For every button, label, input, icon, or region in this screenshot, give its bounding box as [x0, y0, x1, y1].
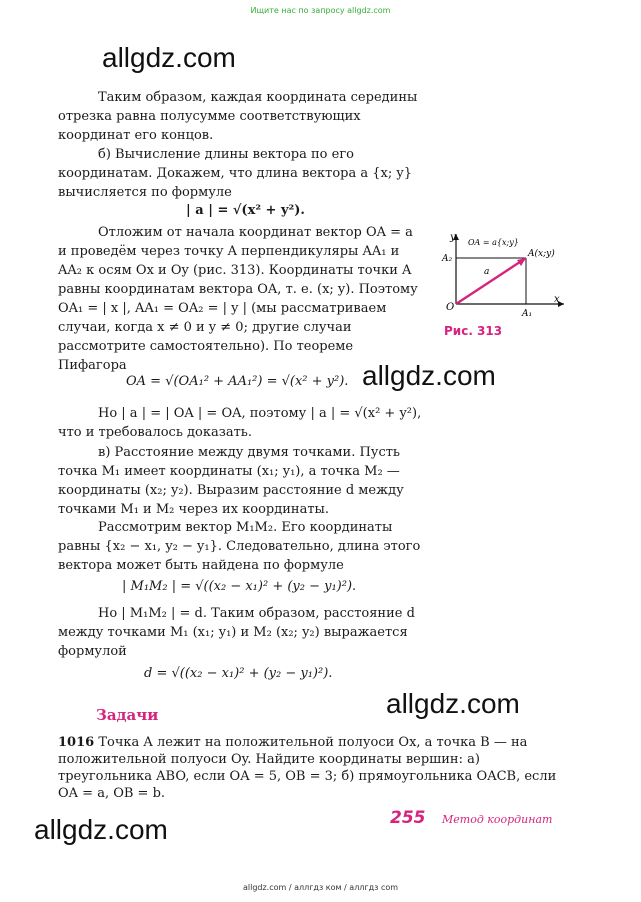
formula-m1m2-length: | M₁M₂ | = √((x₂ − x₁)² + (y₂ − y₁)²). [122, 579, 357, 594]
paragraph-distance-conclusion: Но | M₁M₂ | = d. Таким образом, расстояние d между точками M₁ (x₁; y₁) и M₂ (x₂; y₂) выражается формулой [58, 606, 415, 659]
watermark: allgdz.com [34, 814, 168, 845]
watermark: allgdz.com [362, 360, 496, 391]
vector-coordinates-label: OA = a{x;y} [468, 238, 519, 247]
a1-label: A₁ [522, 309, 533, 319]
formula-vector-length: | a | = √(x² + y²). [186, 203, 305, 218]
formula-distance: d = √((x₂ − x₁)² + (y₂ − y₁)²). [144, 666, 333, 681]
page-number: 255 [390, 808, 426, 828]
paragraph-vector-length-intro: б) Вычисление длины вектора по его координатам. Докажем, что длина вектора a {x; y} вычисляется по формуле [58, 147, 412, 200]
watermark: allgdz.com [386, 688, 520, 719]
x-label: x [554, 294, 560, 305]
task-text: Точка A лежит на положительной полуоси Ox, а точка B — на положительной полуоси Oy. Найдите координаты вершин: а) треугольника ABO, если OA = 5, OB = 3; б) прямоугольника OACB, если OA = a, OB = b. [58, 735, 557, 801]
task-1016 [58, 734, 564, 802]
y-label: y [450, 232, 456, 243]
formula-pythagoras: OA = √(OA₁² + AA₁²) = √(x² + y²). [126, 374, 349, 389]
watermark: allgdz.com [102, 42, 236, 73]
running-title: Метод координат [442, 813, 553, 826]
a2-label: A₂ [442, 254, 453, 264]
paragraph-vector-length-proof: Отложим от начала координат вектор OA = a и проведём через точку A перпендикуляры AA₁ и AA₂ к осям Ox и Oy (рис. 313). Координаты точки A равны координатам вектора OA, т. е. (x; y). Поэтому OA₁ = | x |, AA₁ = OA₂ = | y | (мы рассматриваем случаи, когда x ≠ 0 и y ≠ 0; другие случаи рассмотрите самостоятельно). По теореме Пифагора [58, 225, 418, 373]
vector-a-label: a [484, 267, 490, 277]
top-link[interactable]: Ищите нас по запросу allgdz.com [250, 6, 391, 15]
paragraph-distance-intro: в) Расстояние между двумя точками. Пусть точка M₁ имеет координаты (x₁; y₁), а точка M₂ — координаты (x₂; y₂). Выразим расстояние d между точками M₁ и M₂ через их координаты. [58, 445, 404, 517]
figure-313 [440, 228, 570, 328]
bottom-links[interactable]: allgdz.com / аллгдз ком / аллгдз com [242, 883, 399, 892]
vector-oa [456, 258, 526, 304]
figure-caption: Рис. 313 [444, 324, 503, 338]
task-number: 1016 [58, 735, 95, 750]
paragraph-vector-m1m2: Рассмотрим вектор M₁M₂. Его координаты равны {x₂ − x₁, y₂ − y₁}. Следовательно, длина этого вектора может быть найдена по формуле [58, 520, 421, 573]
point-a-label: A(x;y) [528, 249, 555, 259]
paragraph-proof-end: Но | a | = | OA | = OA, поэтому | a | = √(x² + y²), что и требовалось доказать. [58, 406, 422, 440]
section-title: Задачи [96, 706, 159, 724]
paragraph-midpoint-conclusion: Таким образом, каждая координата середины отрезка равна полусумме соответствующих координат его концов. [58, 90, 418, 143]
origin-label: O [446, 302, 455, 313]
